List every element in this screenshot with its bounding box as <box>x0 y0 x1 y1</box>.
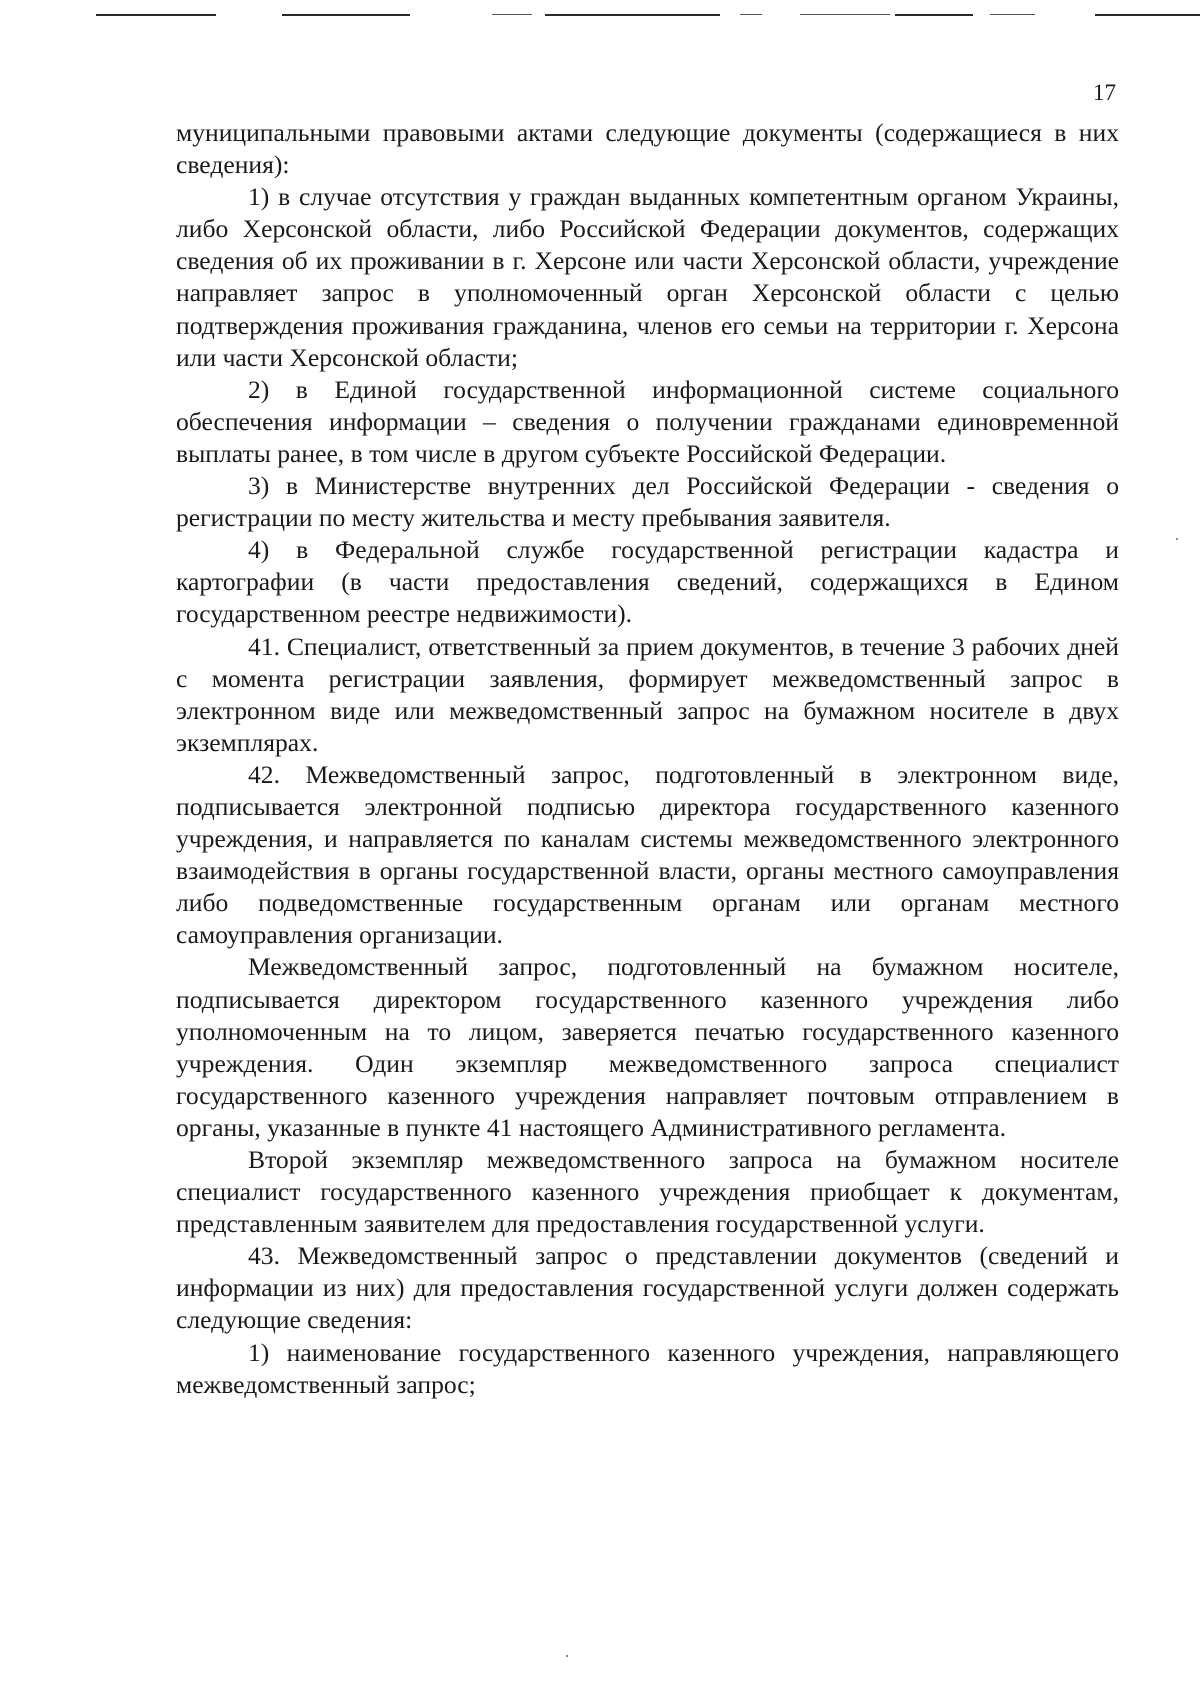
scan-speck <box>1176 538 1178 540</box>
paragraph-list-item-1-residence: 1) в случае отсутствия у граждан выданных компетентным органом Украины, либо Херсонской области, либо Российской Федерации документов, содержащих сведения об их проживании в г. Херсоне или части Херсонской области, учреждение направляет запрос в уполномоченный орган Херсонской области с целью подтверждения проживания гражданина, членов его семьи на территории г. Херсона или части Херсонской области; <box>176 182 1119 372</box>
page-number: 17 <box>1093 80 1116 105</box>
paragraph-clause-43: 43. Межведомственный запрос о представлении документов (сведений и информации из них) для предоставления государственной услуги должен содержать следующие сведения: <box>176 1241 1119 1335</box>
scan-speck <box>566 1655 568 1657</box>
paragraph-clause-41: 41. Специалист, ответственный за прием документов, в течение 3 рабочих дней с момента регистрации заявления, формирует межведомственный запрос в электронном виде или межведомственный запрос на бумажном носителе в двух экземплярах. <box>176 631 1119 757</box>
paragraph-paper-request: Межведомственный запрос, подготовленный на бумажном носителе, подписывается директором государственного казенного учреждения либо уполномоченным на то лицом, заверяется печатью государственного казенного учреждения. Один экземпляр межведомственного запроса специалист государственного казенного учреждения направляет почтовым отправлением в органы, указанные в пункте 41 настоящего Административного регламента. <box>176 952 1119 1142</box>
paragraph-second-copy: Второй экземпляр межведомственного запроса на бумажном носителе специалист государственного казенного учреждения приобщает к документам, представленным заявителем для предоставления государственной услуги. <box>176 1145 1119 1239</box>
scan-edge-artifacts <box>0 0 1200 30</box>
paragraph-intro-continuation: муниципальными правовыми актами следующие документы (содержащиеся в них сведения): <box>176 118 1119 180</box>
paragraph-clause-43-item-1: 1) наименование государственного казенного учреждения, направляющего межведомственный запрос; <box>176 1337 1119 1399</box>
paragraph-list-item-2-social-system: 2) в Единой государственной информационной системе социального обеспечения информации – сведения о получении гражданами единовременной выплаты ранее, в том числе в другом субъекте Российской Федерации. <box>176 374 1119 468</box>
document-body <box>176 117 1119 1401</box>
paragraph-list-item-4-cadastre: 4) в Федеральной службе государственной регистрации кадастра и картографии (в части предоставления сведений, содержащихся в Едином государственном реестре недвижимости). <box>176 535 1119 629</box>
paragraph-list-item-3-interior-ministry: 3) в Министерстве внутренних дел Российской Федерации - сведения о регистрации по месту жительства и месту пребывания заявителя. <box>176 471 1119 533</box>
paragraph-clause-42: 42. Межведомственный запрос, подготовленный в электронном виде, подписывается электронной подписью директора государственного казенного учреждения, и направляется по каналам системы межведомственного электронного взаимодействия в органы государственной власти, органы местного самоуправления либо подведомственные государственным органам или органам местного самоуправления организации. <box>176 759 1119 950</box>
